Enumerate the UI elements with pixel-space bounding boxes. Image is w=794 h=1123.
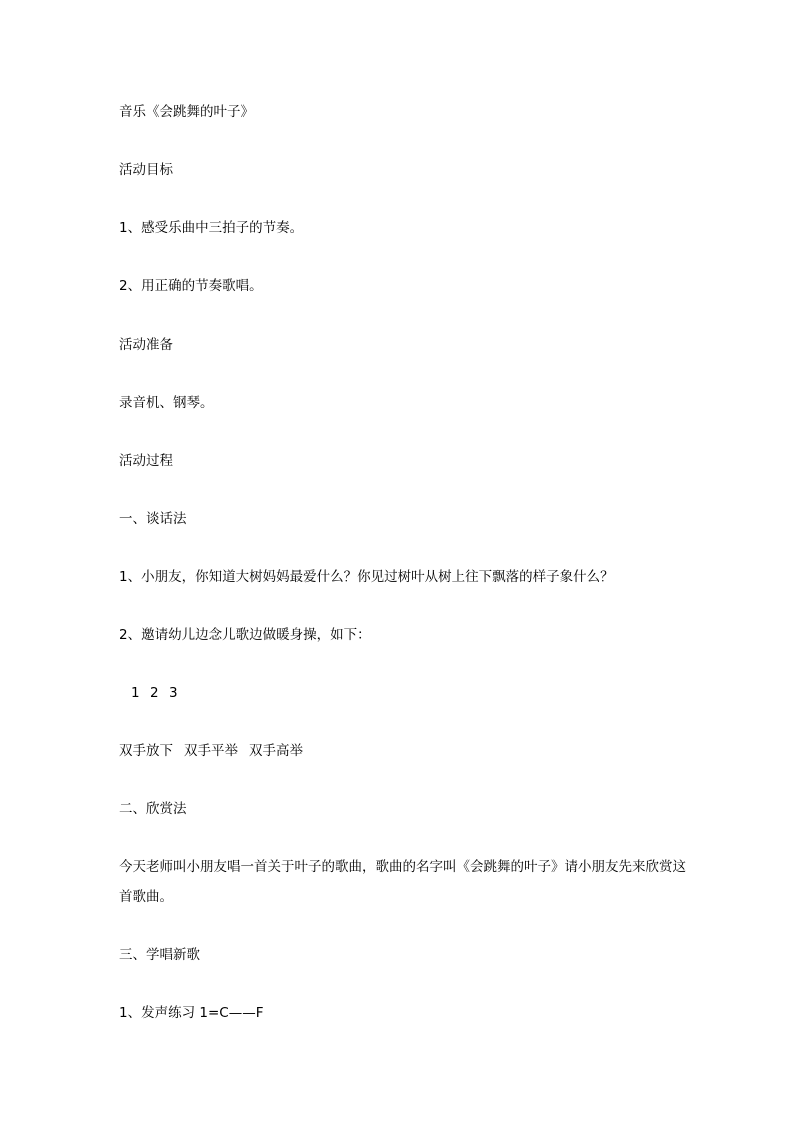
- beat-numbers: [131, 684, 178, 702]
- section-heading-process: 活动过程: [119, 453, 173, 469]
- part-heading-3: 三、学唱新歌: [119, 947, 200, 963]
- part2-paragraph: 今天老师叫小朋友唱一首关于叶子的歌曲，歌曲的名字叫《会跳舞的叶子》请小朋友先来欣赏这首歌曲。: [119, 859, 686, 905]
- beat-2: 2: [150, 685, 159, 701]
- beat-1: 1: [131, 685, 140, 701]
- action-2: 双手平举: [184, 743, 238, 759]
- action-1: 双手放下: [119, 743, 173, 759]
- section-heading-prep: 活动准备: [119, 337, 173, 353]
- section-heading-goal: 活动目标: [119, 162, 173, 178]
- goal-item-2: 2、用正确的节奏歌唱。: [119, 278, 263, 294]
- part1-item-1: 1、小朋友，你知道大树妈妈最爱什么？你见过树叶从树上往下飘落的样子象什么？: [119, 569, 614, 585]
- action-3: 双手高举: [249, 743, 303, 759]
- beat-3: 3: [169, 685, 178, 701]
- part1-item-2: 2、邀请幼儿边念儿歌边做暖身操，如下：: [119, 627, 371, 643]
- part-heading-2: 二、欣赏法: [119, 801, 187, 817]
- part-heading-1: 一、谈话法: [119, 511, 187, 527]
- prep-text: 录音机、钢琴。: [119, 395, 214, 411]
- beat-actions: [119, 742, 303, 760]
- document-title: 音乐《会跳舞的叶子》: [119, 104, 254, 120]
- part3-item-1: 1、发声练习 1=C——F: [119, 1005, 264, 1021]
- goal-item-1: 1、感受乐曲中三拍子的节奏。: [119, 220, 304, 236]
